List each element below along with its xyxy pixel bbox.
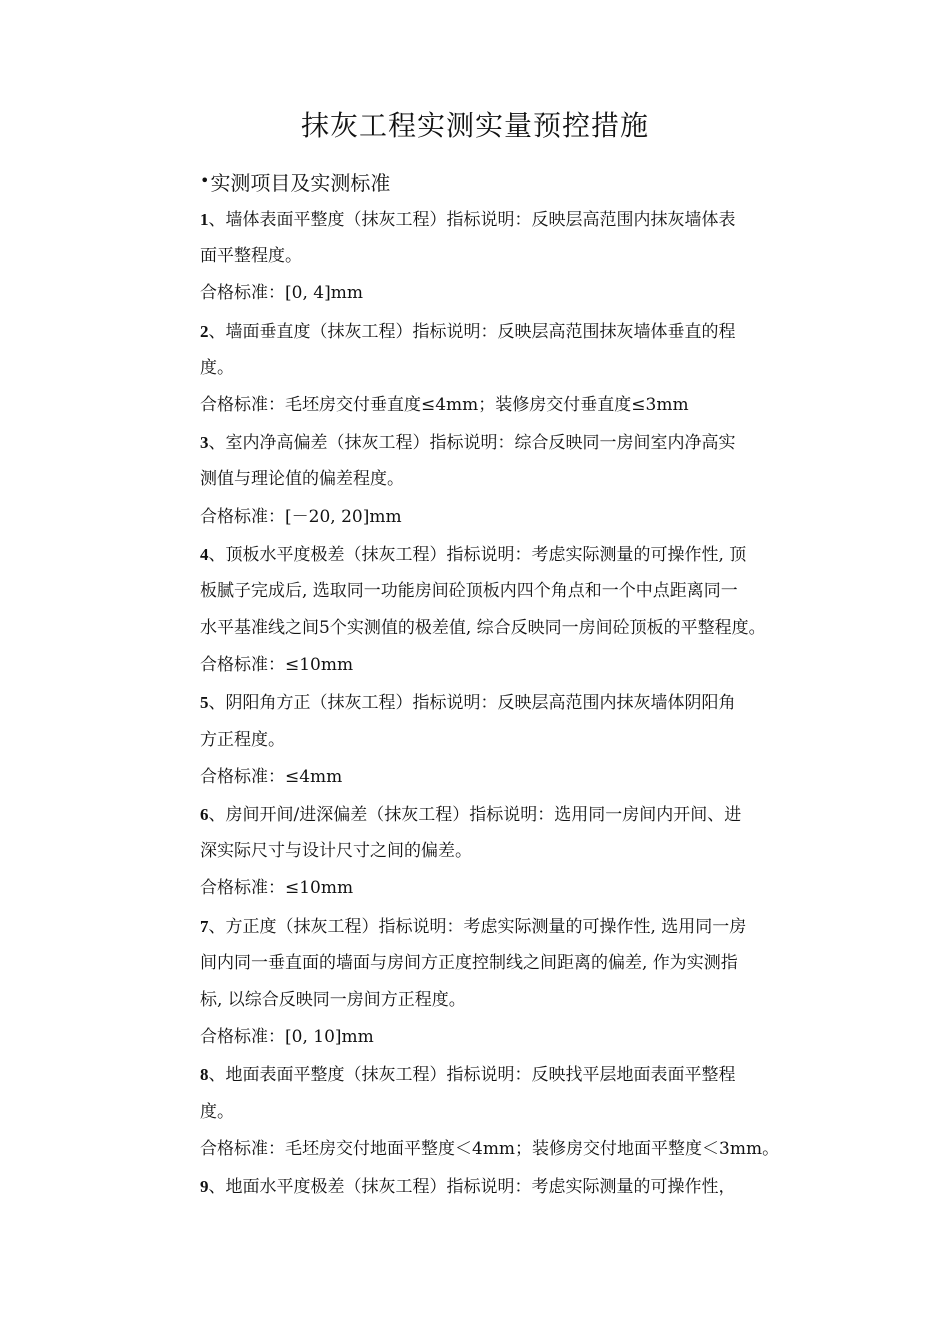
- line-text: 、地面表面平整度（抹灰工程）指标说明：反映找平层地面表面平整程: [208, 1065, 736, 1086]
- text-line: [200, 275, 840, 312]
- item-number: 3: [200, 433, 209, 453]
- line-text: 合格标准：[0, 10]mm: [200, 1027, 374, 1048]
- line-text: 合格标准：≤10mm: [200, 655, 354, 676]
- text-line: [200, 201, 840, 238]
- line-text: 合格标准：毛坯房交付地面平整度＜4mm；装修房交付地面平整度＜3mm。: [200, 1138, 780, 1159]
- line-text: 方正程度。: [200, 729, 285, 750]
- text-line: [200, 424, 840, 461]
- line-text: 度。: [200, 1101, 234, 1122]
- line-text: 、墙体表面平整度（抹灰工程）指标说明：反映层高范围内抹灰墙体表: [208, 210, 736, 230]
- text-line: [200, 1168, 840, 1205]
- text-line: [200, 759, 840, 796]
- line-text: 面平整程度。: [200, 246, 302, 267]
- document-title: 抹灰工程实测实量预控措施: [300, 109, 649, 142]
- line-text: 水平基准线之间5个实测值的极差值, 综合反映同一房间砼顶板的平整程度。: [200, 618, 766, 639]
- text-line: [200, 350, 840, 387]
- line-text: 、墙面垂直度（抹灰工程）指标说明：反映层高范围抹灰墙体垂直的程: [208, 321, 736, 342]
- line-text: 、房间开间/进深偏差（抹灰工程）指标说明：选用同一房间内开间、进: [208, 805, 742, 825]
- line-text: 测值与理论值的偏差程度。: [200, 469, 404, 490]
- line-text: 板腻子完成后, 选取同一功能房间砼顶板内四个角点和一个中点距离同一: [200, 580, 738, 601]
- text-line: [200, 313, 840, 350]
- text-line: [200, 1131, 840, 1168]
- text-line: [200, 499, 840, 536]
- text-line: [200, 1094, 840, 1131]
- text-line: [200, 238, 840, 275]
- line-text: 深实际尺寸与设计尺寸之间的偏差。: [200, 841, 472, 862]
- item-number: 6: [200, 805, 209, 824]
- text-line: [200, 610, 840, 647]
- line-text: 合格标准：[0, 4]mm: [200, 283, 363, 304]
- text-line: [200, 870, 840, 907]
- text-line: [200, 1056, 840, 1093]
- line-text: 间内同一垂直面的墙面与房间方正度控制线之间距离的偏差, 作为实测指: [200, 952, 738, 973]
- line-text: 、室内净高偏差（抹灰工程）指标说明：综合反映同一房间室内净高实: [208, 433, 736, 454]
- line-text: 、顶板水平度极差（抹灰工程）指标说明：考虑实际测量的可操作性, 顶: [208, 544, 747, 565]
- text-line: [200, 945, 840, 982]
- section-heading: [200, 164, 390, 200]
- text-line: [200, 461, 840, 498]
- text-line: [200, 722, 840, 759]
- line-text: 、阴阳角方正（抹灰工程）指标说明：反映层高范围内抹灰墙体阴阳角: [208, 693, 736, 714]
- line-text: 、地面水平度极差（抹灰工程）指标说明：考虑实际测量的可操作性，: [208, 1176, 736, 1197]
- bullet-icon: •: [200, 171, 210, 190]
- item-number: 9: [200, 1176, 209, 1196]
- item-number: 2: [200, 321, 209, 341]
- item-number: 1: [200, 210, 209, 229]
- line-text: 合格标准：[－20, 20]mm: [200, 506, 402, 527]
- text-line: [200, 647, 840, 684]
- item-number: 8: [200, 1065, 209, 1085]
- line-text: 、方正度（抹灰工程）指标说明：考虑实际测量的可操作性, 选用同一房: [208, 916, 747, 937]
- text-line: [200, 982, 840, 1019]
- text-line: [200, 573, 840, 610]
- text-line: [200, 833, 840, 870]
- text-line: [200, 536, 840, 573]
- line-text: 合格标准：≤4mm: [200, 766, 343, 787]
- item-number: 7: [200, 916, 209, 936]
- text-line: [200, 684, 840, 721]
- text-line: [200, 796, 840, 833]
- section-heading-text: 实测项目及实测标准: [210, 171, 391, 195]
- item-number: 5: [200, 693, 209, 713]
- line-text: 合格标准：≤10mm: [200, 878, 354, 899]
- text-line: [200, 387, 840, 424]
- line-text: 度。: [200, 357, 234, 378]
- item-number: 4: [200, 544, 209, 564]
- text-line: [200, 1019, 840, 1056]
- line-text: 标, 以综合反映同一房间方正程度。: [200, 989, 466, 1010]
- line-text: 合格标准：毛坯房交付垂直度≤4mm；装修房交付垂直度≤3mm: [200, 394, 689, 415]
- document-body: [200, 201, 840, 1205]
- text-line: [200, 908, 840, 945]
